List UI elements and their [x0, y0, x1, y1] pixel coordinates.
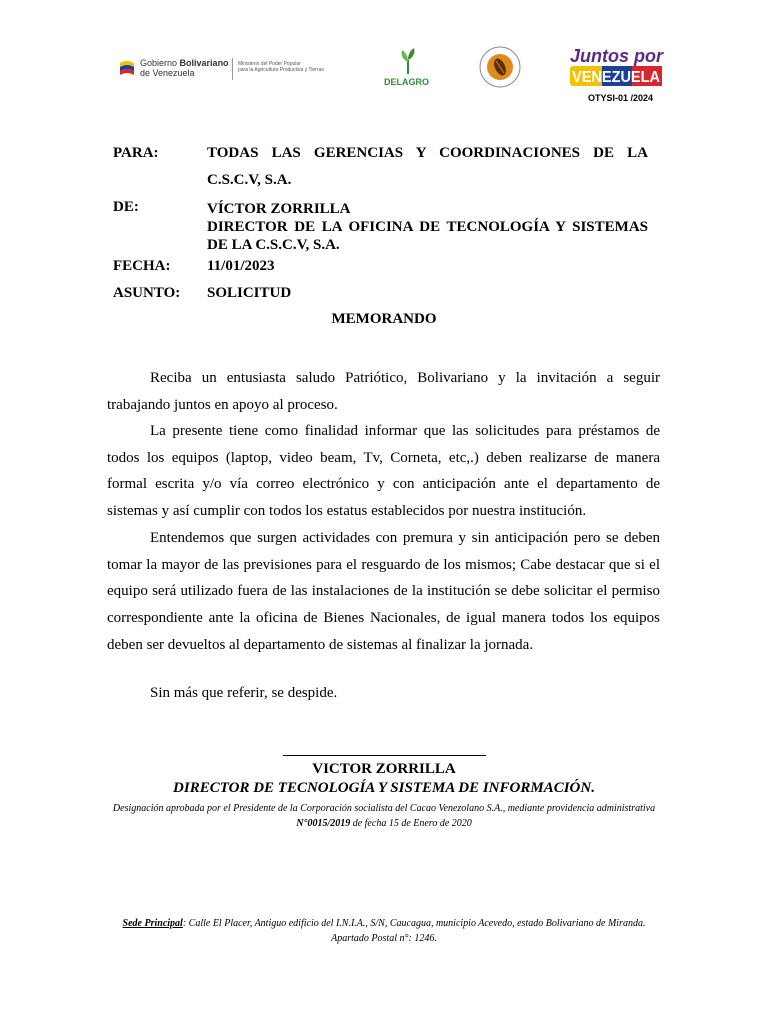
footer-label: Sede Principal [122, 918, 183, 929]
leaf-icon [398, 48, 418, 76]
signer-title: DIRECTOR DE TECNOLOGÍA Y SISTEMA DE INFORMACIÓN. [173, 780, 595, 796]
para-value-line1: TODAS LAS GERENCIAS Y COORDINACIONES DE LA [207, 145, 648, 161]
bolivariano-text: Bolivariano [179, 58, 229, 68]
ministerio-line1: Ministerio del Poder Popular [238, 61, 301, 67]
body-paragraph-3: Entendemos que surgen actividades con premura y sin anticipación pero se deben tomar la mayor de las previsiones para el resguardo de los mismos; Cabe destacar que si el equipo será utilizado fuera de las instalaciones de la institución se debe solicitar el permiso correspondiente ante la oficina de Bienes Nacionales, de igual manera todos los equipos deben ser devueltos al departamento de sistemas al finalizar la jornada. [107, 530, 660, 653]
fecha-label: FECHA: [113, 258, 171, 274]
body-paragraph-1: Reciba un entusiasta saludo Patriótico, Bolivariano y la invitación a seguir trabajando juntos en apoyo al proceso. [107, 370, 660, 413]
para-value-line2: C.S.C.V, S.A. [207, 172, 292, 188]
venezuela-flag-icon [118, 59, 136, 79]
signature-line [283, 755, 486, 756]
delagro-logo [380, 48, 436, 90]
juntos-por-venezuela-icon [566, 42, 666, 92]
memo-heading: MEMORANDO [331, 311, 437, 327]
de-value-line2: DIRECTOR DE LA OFICINA DE TECNOLOGÍA Y SISTEMAS [207, 219, 648, 235]
gobierno-text: Gobierno [140, 58, 178, 68]
body-paragraph-2: La presente tiene como finalidad informar que las solicitudes para préstamos de todos los equipos (laptop, video beam, Tv, Corneta, etc,.) deben realizarse de manera formal escrita y/o vía correo electrónico y con anticipación ante el departamento de sistemas y así cumplir con todos los estatus establecidos por nuestra institución. [107, 423, 660, 520]
de-value-line1: VÍCTOR ZORRILLA [207, 201, 351, 217]
asunto-value: SOLICITUD [207, 285, 292, 301]
para-label: PARA: [113, 145, 159, 161]
de-value-line3: DE LA C.S.C.V, S.A. [207, 237, 340, 253]
juntos-line2: VENEZUELA [572, 69, 661, 86]
de-label: DE: [113, 199, 139, 215]
juntos-por-venezuela-logo [566, 42, 666, 92]
juntos-line1: Juntos por [570, 46, 663, 66]
designation-number: N°0015/2019 [296, 818, 351, 829]
signer-name: VICTOR ZORRILLA [312, 761, 456, 777]
cacao-seal-icon [478, 45, 522, 89]
footer-address [104, 916, 664, 946]
designation-note: Designación aprobada por el Presidente de la Corporación socialista del Cacao Venezolano S.A., mediante providencia administrativa N°0015/2019 de fecha 15 de Enero de 2020 [112, 803, 656, 829]
logo-divider [232, 58, 233, 80]
ministerio-line2: para la Agricultura Productiva y Tierras [238, 67, 324, 73]
footer-text: : Calle El Placer, Antiguo edificio del I.N.I.A., S/N, Caucagua, municipio Acevedo, estado Bolivariano de Miranda. Apartado Postal n°: 1246. [182, 918, 646, 944]
fecha-value: 11/01/2023 [207, 258, 275, 274]
asunto-label: ASUNTO: [113, 285, 181, 301]
document-code: OTYSI-01 /2024 [588, 93, 654, 103]
gobierno-bolivariano-logo [118, 56, 378, 84]
de-venezuela-text: de Venezuela [140, 68, 195, 78]
cacao-seal-logo [478, 45, 522, 89]
delagro-text: DELAGRO [384, 77, 429, 87]
closing-paragraph: Sin más que referir, se despide. [150, 685, 338, 701]
